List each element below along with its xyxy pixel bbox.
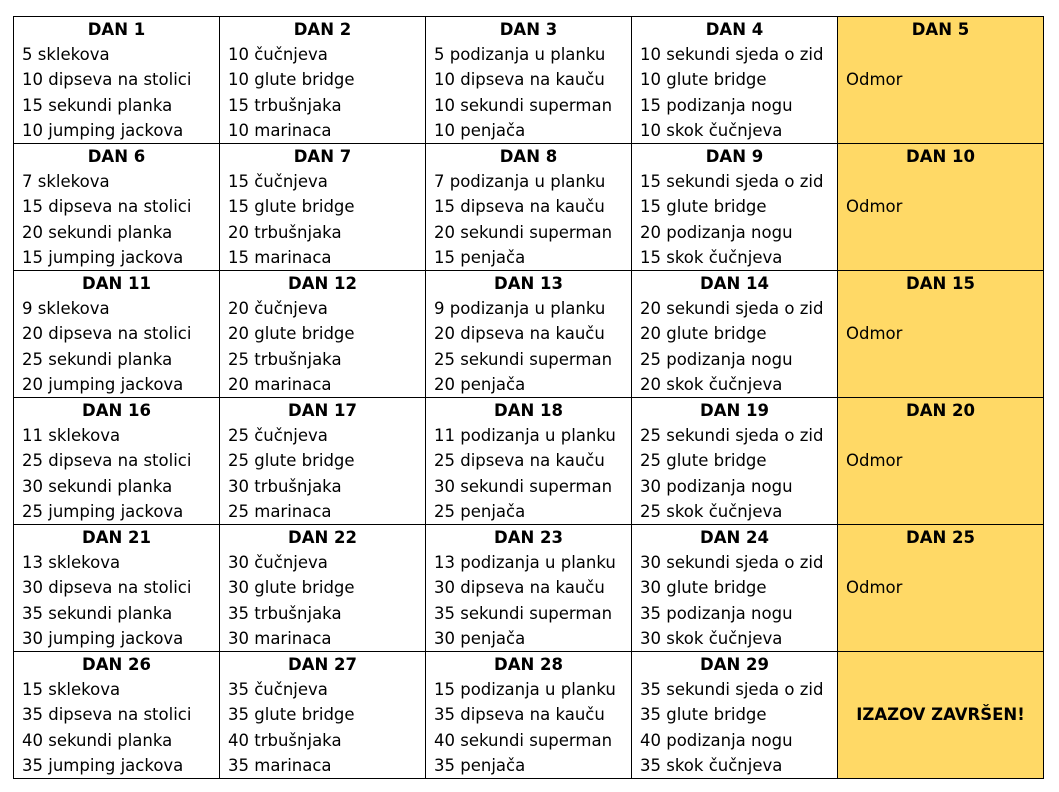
day-title: DAN 23 <box>494 528 563 548</box>
exercise-line: 25 trbušnjaka <box>228 349 342 369</box>
day-cell <box>632 652 838 779</box>
day-title: DAN 16 <box>82 401 151 421</box>
exercise-line: 25 glute bridge <box>228 451 355 471</box>
day-title: DAN 27 <box>288 655 357 675</box>
exercise-line: 30 sekundi sjeda o zid <box>640 553 824 573</box>
exercise-line: 15 podizanja nogu <box>640 95 793 115</box>
exercise-line: 35 dipseva na stolici <box>22 705 192 725</box>
exercise-line: 13 sklekova <box>22 553 121 573</box>
day-title: DAN 4 <box>705 20 764 39</box>
day-cell <box>426 525 632 652</box>
exercise-line: 5 podizanja u planku <box>434 45 606 65</box>
exercise-line: 20 marinaca <box>228 374 332 394</box>
day-cell <box>220 652 426 779</box>
day-title: DAN 20 <box>906 401 975 421</box>
exercise-line: 25 skok čučnjeva <box>640 501 783 521</box>
exercise-line: 20 glute bridge <box>640 324 767 344</box>
day-cell <box>220 144 426 271</box>
day-cell <box>632 271 838 398</box>
exercise-line: 10 dipseva na kauču <box>434 70 605 90</box>
exercise-line: 30 glute bridge <box>640 578 767 598</box>
rest-label: Odmor <box>846 197 903 217</box>
exercise-line: 10 jumping jackova <box>22 120 184 140</box>
exercise-line: 40 sekundi superman <box>434 730 613 750</box>
exercise-line: 9 sklekova <box>22 299 110 319</box>
exercise-line: 10 dipseva na stolici <box>22 70 192 90</box>
day-title: DAN 12 <box>288 274 357 294</box>
day-title: DAN 26 <box>82 655 151 675</box>
exercise-line: 5 sklekova <box>22 45 110 65</box>
day-title: DAN 13 <box>494 274 563 294</box>
exercise-line: 35 sekundi superman <box>434 603 613 623</box>
challenge-complete-cell <box>838 652 1044 779</box>
exercise-line: 10 skok čučnjeva <box>640 120 783 140</box>
day-cell <box>14 271 220 398</box>
rest-day-cell <box>838 17 1044 144</box>
exercise-line: 20 dipseva na kauču <box>434 324 605 344</box>
day-title: DAN 9 <box>705 147 764 167</box>
day-title: DAN 22 <box>288 528 357 548</box>
day-cell <box>632 525 838 652</box>
exercise-line: 35 glute bridge <box>640 705 767 725</box>
day-cell <box>632 398 838 525</box>
exercise-line: 15 dipseva na stolici <box>22 197 192 217</box>
rest-label: Odmor <box>846 578 903 598</box>
exercise-line: 15 penjača <box>434 247 526 267</box>
exercise-line: 30 sekundi superman <box>434 476 613 496</box>
exercise-line: 35 jumping jackova <box>22 755 184 775</box>
day-cell <box>14 652 220 779</box>
week-row <box>14 398 1044 525</box>
exercise-line: 35 glute bridge <box>228 705 355 725</box>
exercise-line: 40 trbušnjaka <box>228 730 342 750</box>
exercise-line: 20 sekundi planka <box>22 222 173 242</box>
day-title: DAN 21 <box>82 528 151 548</box>
exercise-line: 7 sklekova <box>22 172 110 192</box>
exercise-line: 20 penjača <box>434 374 526 394</box>
rest-day-cell <box>838 271 1044 398</box>
exercise-line: 25 marinaca <box>228 501 332 521</box>
day-cell <box>426 652 632 779</box>
schedule-body <box>14 17 1044 779</box>
exercise-line: 10 sekundi sjeda o zid <box>640 45 824 65</box>
exercise-line: 13 podizanja u planku <box>434 553 616 573</box>
exercise-line: 40 sekundi planka <box>22 730 173 750</box>
exercise-line: 25 sekundi sjeda o zid <box>640 426 824 446</box>
day-title: DAN 29 <box>700 655 769 675</box>
exercise-line: 25 čučnjeva <box>228 426 328 446</box>
exercise-line: 10 čučnjeva <box>228 45 328 65</box>
day-title: DAN 2 <box>293 20 352 39</box>
exercise-line: 15 glute bridge <box>228 197 355 217</box>
day-title: DAN 10 <box>906 147 975 167</box>
day-cell <box>220 17 426 144</box>
rest-label: Odmor <box>846 324 903 344</box>
exercise-line: 10 penjača <box>434 120 526 140</box>
exercise-line: 30 glute bridge <box>228 578 355 598</box>
exercise-line: 30 dipseva na stolici <box>22 578 192 598</box>
day-cell <box>14 525 220 652</box>
week-row <box>14 525 1044 652</box>
day-cell <box>14 398 220 525</box>
exercise-line: 35 sekundi sjeda o zid <box>640 680 824 700</box>
exercise-line: 30 dipseva na kauču <box>434 578 605 598</box>
exercise-line: 10 marinaca <box>228 120 332 140</box>
exercise-line: 20 glute bridge <box>228 324 355 344</box>
exercise-line: 7 podizanja u planku <box>434 172 606 192</box>
day-title: DAN 25 <box>906 528 975 548</box>
exercise-line: 15 sekundi planka <box>22 95 173 115</box>
exercise-line: 30 sekundi planka <box>22 476 173 496</box>
exercise-line: 20 dipseva na stolici <box>22 324 192 344</box>
day-cell <box>426 398 632 525</box>
exercise-line: 15 sekundi sjeda o zid <box>640 172 824 192</box>
exercise-line: 35 podizanja nogu <box>640 603 793 623</box>
exercise-line: 25 penjača <box>434 501 526 521</box>
day-cell <box>632 17 838 144</box>
exercise-line: 35 penjača <box>434 755 526 775</box>
exercise-line: 35 dipseva na kauču <box>434 705 605 725</box>
week-row <box>14 144 1044 271</box>
exercise-line: 20 sekundi superman <box>434 222 613 242</box>
day-title: DAN 19 <box>700 401 769 421</box>
rest-day-cell <box>838 144 1044 271</box>
exercise-line: 30 penjača <box>434 628 526 648</box>
exercise-line: 20 čučnjeva <box>228 299 328 319</box>
day-title: DAN 1 <box>87 20 146 39</box>
exercise-line: 25 sekundi planka <box>22 349 173 369</box>
exercise-line: 15 trbušnjaka <box>228 95 342 115</box>
exercise-line: 35 trbušnjaka <box>228 603 342 623</box>
exercise-line: 30 skok čučnjeva <box>640 628 783 648</box>
exercise-line: 25 jumping jackova <box>22 501 184 521</box>
exercise-line: 35 marinaca <box>228 755 332 775</box>
exercise-line: 25 glute bridge <box>640 451 767 471</box>
challenge-complete-label: IZAZOV ZAVRŠEN! <box>856 705 1025 725</box>
day-cell <box>426 17 632 144</box>
exercise-line: 30 marinaca <box>228 628 332 648</box>
exercise-line: 20 podizanja nogu <box>640 222 793 242</box>
day-cell <box>426 144 632 271</box>
day-cell <box>220 398 426 525</box>
day-title: DAN 28 <box>494 655 563 675</box>
exercise-line: 10 glute bridge <box>640 70 767 90</box>
exercise-line: 35 skok čučnjeva <box>640 755 783 775</box>
exercise-line: 25 dipseva na stolici <box>22 451 192 471</box>
day-title: DAN 6 <box>87 147 146 167</box>
exercise-line: 30 jumping jackova <box>22 628 184 648</box>
exercise-line: 20 jumping jackova <box>22 374 184 394</box>
exercise-line: 15 marinaca <box>228 247 332 267</box>
exercise-line: 15 jumping jackova <box>22 247 184 267</box>
exercise-line: 10 glute bridge <box>228 70 355 90</box>
day-title: DAN 15 <box>906 274 975 294</box>
rest-label: Odmor <box>846 70 903 90</box>
day-title: DAN 5 <box>911 20 970 39</box>
challenge-schedule-table <box>13 16 1044 779</box>
exercise-line: 15 podizanja u planku <box>434 680 616 700</box>
day-cell <box>14 17 220 144</box>
day-title: DAN 14 <box>700 274 769 294</box>
week-row <box>14 652 1044 779</box>
rest-label: Odmor <box>846 451 903 471</box>
day-cell <box>220 525 426 652</box>
exercise-line: 15 dipseva na kauču <box>434 197 605 217</box>
day-cell <box>14 144 220 271</box>
exercise-line: 10 sekundi superman <box>434 95 613 115</box>
week-row <box>14 17 1044 144</box>
exercise-line: 25 dipseva na kauču <box>434 451 605 471</box>
day-title: DAN 17 <box>288 401 357 421</box>
day-cell <box>632 144 838 271</box>
exercise-line: 30 podizanja nogu <box>640 476 793 496</box>
day-title: DAN 24 <box>700 528 769 548</box>
day-title: DAN 18 <box>494 401 563 421</box>
rest-day-cell <box>838 398 1044 525</box>
exercise-line: 9 podizanja u planku <box>434 299 606 319</box>
week-row <box>14 271 1044 398</box>
day-title: DAN 8 <box>499 147 558 167</box>
exercise-line: 35 sekundi planka <box>22 603 173 623</box>
exercise-line: 20 skok čučnjeva <box>640 374 783 394</box>
day-title: DAN 11 <box>82 274 151 294</box>
exercise-line: 25 sekundi superman <box>434 349 613 369</box>
exercise-line: 30 čučnjeva <box>228 553 328 573</box>
exercise-line: 15 glute bridge <box>640 197 767 217</box>
exercise-line: 25 podizanja nogu <box>640 349 793 369</box>
exercise-line: 30 trbušnjaka <box>228 476 342 496</box>
day-title: DAN 7 <box>293 147 352 167</box>
day-cell <box>220 271 426 398</box>
exercise-line: 20 sekundi sjeda o zid <box>640 299 824 319</box>
exercise-line: 15 sklekova <box>22 680 121 700</box>
exercise-line: 15 čučnjeva <box>228 172 328 192</box>
day-title: DAN 3 <box>499 20 558 39</box>
exercise-line: 35 čučnjeva <box>228 680 328 700</box>
exercise-line: 15 skok čučnjeva <box>640 247 783 267</box>
rest-day-cell <box>838 525 1044 652</box>
exercise-line: 20 trbušnjaka <box>228 222 342 242</box>
day-cell <box>426 271 632 398</box>
exercise-line: 40 podizanja nogu <box>640 730 793 750</box>
exercise-line: 11 podizanja u planku <box>434 426 616 446</box>
exercise-line: 11 sklekova <box>22 426 121 446</box>
